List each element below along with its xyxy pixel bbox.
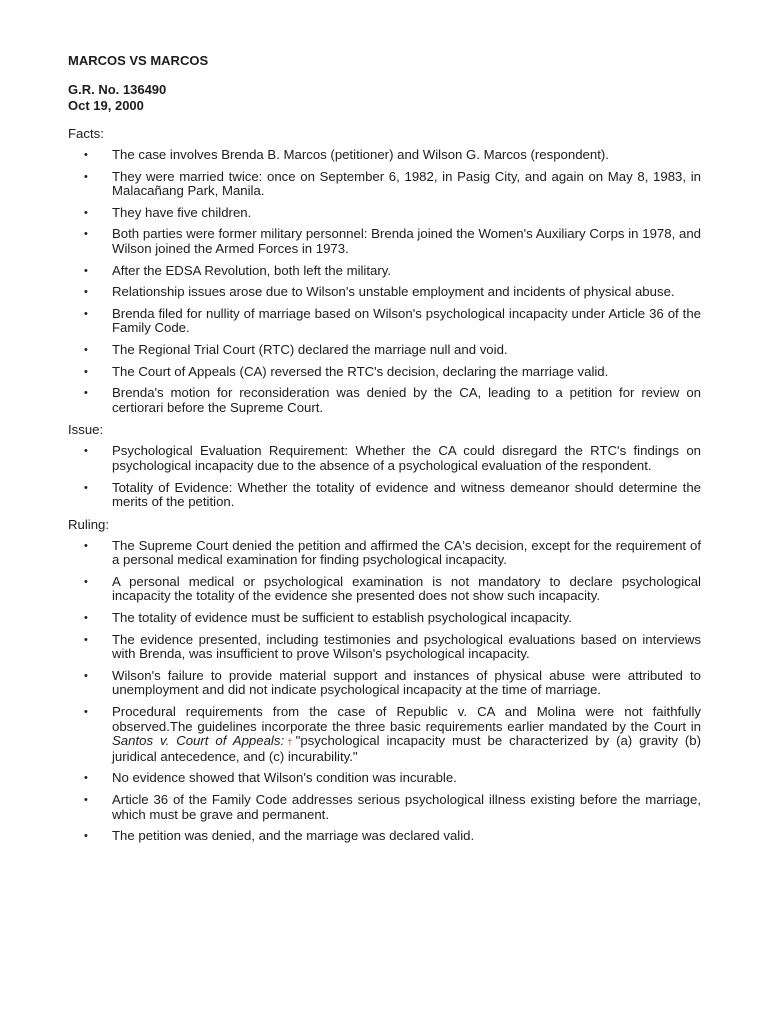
- bullet-icon: •: [84, 445, 88, 458]
- bullet-icon: •: [84, 365, 88, 378]
- bullet-icon: •: [84, 633, 88, 646]
- case-meta: [68, 82, 701, 114]
- bullet-icon: •: [84, 706, 88, 719]
- facts-list: [68, 148, 701, 415]
- issue-heading: Issue:: [68, 422, 104, 438]
- bullet-icon: •: [84, 149, 88, 161]
- list-item: • The case involves Brenda B. Marcos (petitioner) and Wilson G. Marcos (respondent).: [84, 147, 609, 162]
- list-item: • The Supreme Court denied the petition and affirmed the CA's decision, except for the requirement of a personal medical examination for finding psychological incapacity.: [84, 537, 701, 568]
- list-item: • After the EDSA Revolution, both left the military.: [84, 262, 392, 278]
- list-item: • Both parties were former military personnel: Brenda joined the Women's Auxiliary Corps in 1978, and Wilson joined the Armed Forces in 1973.: [84, 226, 701, 256]
- gr-number: G.R. No. 136490: [68, 82, 167, 97]
- bullet-icon: •: [84, 286, 88, 299]
- bullet-icon: •: [84, 343, 88, 356]
- issue-list: [68, 444, 701, 509]
- bullet-icon: •: [84, 830, 88, 843]
- ruling-heading: Ruling:: [68, 516, 110, 532]
- list-item: • Totality of Evidence: Whether the totality of evidence and witness demeanor should determine the merits of the petition.: [84, 479, 701, 510]
- list-item: • Brenda's motion for reconsideration was denied by the CA, leading to a petition for review on certiorari before the Supreme Court.: [84, 385, 701, 415]
- document-body: [68, 53, 701, 851]
- list-item: • The Court of Appeals (CA) reversed the RTC's decision, declaring the marriage valid.: [84, 363, 609, 379]
- bullet-icon: •: [84, 387, 88, 400]
- bullet-icon: •: [84, 612, 88, 625]
- bullet-icon: •: [84, 228, 88, 241]
- list-item: • A personal medical or psychological examination is not mandatory to declare psychological incapacity the totality of the evidence she presented does not show such incapacity.: [84, 573, 701, 604]
- bullet-icon: •: [84, 669, 88, 682]
- list-item: • They were married twice: once on September 6, 1982, in Pasig City, and again on May 8, 1983, in Malacañang Park, Manila.: [84, 168, 701, 199]
- list-item: • Brenda filed for nullity of marriage based on Wilson's psychological incapacity under Article 36 of the Family Code.: [84, 305, 701, 336]
- list-item: • Psychological Evaluation Requirement: Whether the CA could disregard the RTC's findings on psychological incapacity due to the absence of a psychological evaluation of the respondent.: [84, 443, 701, 473]
- decision-date: Oct 19, 2000: [68, 98, 144, 113]
- bullet-icon: •: [84, 794, 88, 806]
- bullet-icon: •: [84, 264, 88, 277]
- list-item: • Procedural requirements from the case of Republic v. CA and Molina were not faithfully observed.The guidelines incorporate the three basic requirements earlier mandated by the Court in Santos v. Court of Appeals:†"psychological incapacity must be characterized by (a) gravity (b) juridical antecedence, and (c) incurability.": [84, 704, 701, 764]
- list-item: • The petition was denied, and the marriage was declared valid.: [84, 828, 475, 844]
- list-item: • They have five children.: [84, 204, 252, 220]
- bullet-icon: •: [84, 307, 88, 320]
- list-item: • The totality of evidence must be sufficient to establish psychological incapacity.: [84, 610, 572, 626]
- case-title: MARCOS VS MARCOS: [68, 53, 209, 68]
- list-item: • Wilson's failure to provide material support and instances of physical abuse were attributed to unemployment and did not indicate psychological incapacity at the time of marriage.: [84, 667, 701, 698]
- footnote-marker: †: [284, 737, 296, 748]
- list-item: • Article 36 of the Family Code addresses serious psychological illness existing before the marriage, which must be grave and permanent.: [84, 792, 701, 822]
- case-citation: Santos v. Court of Appeals:: [112, 733, 285, 749]
- facts-heading: Facts:: [68, 126, 104, 141]
- bullet-icon: •: [84, 772, 88, 785]
- list-item: • No evidence showed that Wilson's condition was incurable.: [84, 770, 457, 786]
- bullet-icon: •: [84, 481, 88, 494]
- list-item: • Relationship issues arose due to Wilson's unstable employment and incidents of physical abuse.: [84, 284, 675, 300]
- bullet-icon: •: [84, 539, 88, 552]
- list-item: • The evidence presented, including testimonies and psychological evaluations based on interviews with Brenda, was insufficient to prove Wilson's psychological incapacity.: [84, 631, 701, 662]
- list-item: • The Regional Trial Court (RTC) declared the marriage null and void.: [84, 341, 508, 357]
- bullet-icon: •: [84, 575, 88, 588]
- ruling-list: [68, 539, 701, 844]
- bullet-icon: •: [84, 170, 88, 183]
- bullet-icon: •: [84, 206, 88, 219]
